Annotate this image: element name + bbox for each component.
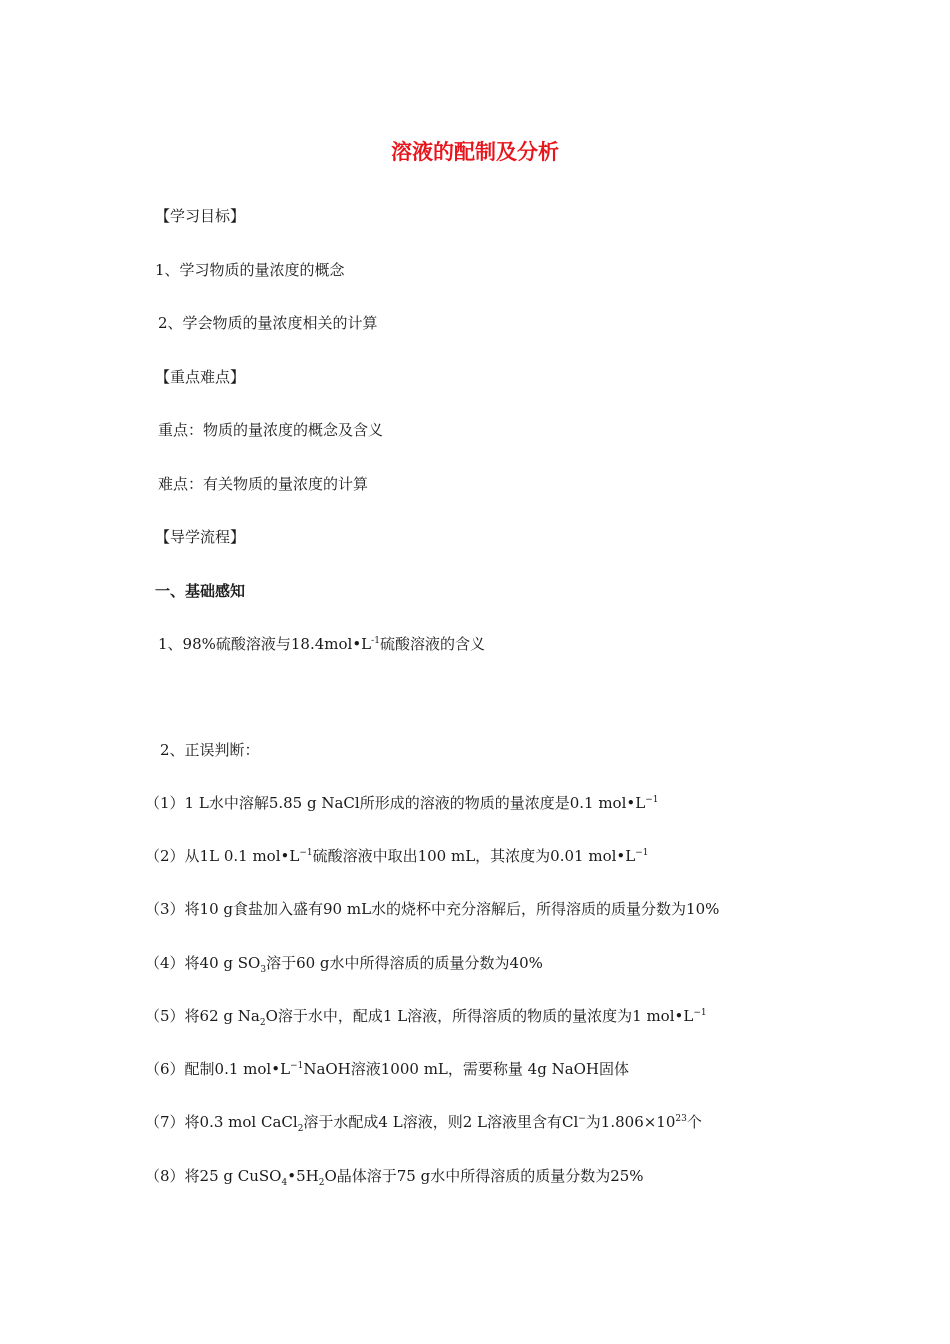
item-7-text-c: 为1.806×10 (585, 1113, 676, 1131)
item-5-sup: −1 (693, 1008, 707, 1018)
item-5-text-a: （5）将62 g Na (145, 1007, 260, 1025)
part-one-heading: 一、基础感知 (155, 582, 246, 600)
item-8-text-a: （8）将25 g CuSO (145, 1167, 282, 1185)
question-1-sup: -1 (371, 636, 380, 646)
item-2-sup-2: −1 (635, 848, 649, 858)
item-6-text-a: （6）配制0.1 mol•L (145, 1060, 291, 1078)
item-6-sup: −1 (290, 1061, 304, 1071)
judgment-item-4 (145, 953, 543, 973)
item-7-text-d: 个 (686, 1113, 702, 1131)
item-1-text: （1）1 L水中溶解5.85 g NaCl所形成的溶液的物质的量浓度是0.1 mol•L (145, 794, 646, 812)
item-8-text-c: O晶体溶于75 g水中所得溶质的质量分数为25% (324, 1167, 644, 1185)
key-header: 【重点难点】 (155, 368, 246, 386)
item-6-text-b: NaOH溶液1000 mL，需要称量 4g NaOH固体 (303, 1060, 630, 1078)
item-2-sup-1: −1 (299, 848, 313, 858)
judgment-item-7 (145, 1112, 702, 1132)
question-1-text-b: 硫酸溶液的含义 (379, 635, 485, 653)
item-4-text-b: 溶于60 g水中所得溶质的质量分数为40% (266, 954, 543, 972)
judgment-item-5 (145, 1006, 707, 1026)
key-point: 重点：物质的量浓度的概念及含义 (158, 421, 384, 439)
flow-header: 【导学流程】 (155, 528, 246, 546)
page-title: 溶液的配制及分析 (391, 140, 559, 164)
goal-1: 1、学习物质的量浓度的概念 (155, 261, 345, 279)
item-5-text-b: O溶于水中，配成1 L溶液，所得溶质的物质的量浓度为1 mol•L (265, 1007, 694, 1025)
goal-2: 2、学会物质的量浓度相关的计算 (158, 314, 378, 332)
goals-header: 【学习目标】 (155, 207, 246, 225)
item-7-sup-1: − (578, 1114, 586, 1124)
item-7-text-a: （7）将0.3 mol CaCl (145, 1113, 298, 1131)
item-7-text-b: 溶于水配成4 L溶液，则2 L溶液里含有Cl (303, 1113, 579, 1131)
question-2-header: 2、正误判断： (160, 741, 260, 759)
item-8-text-b: •5H (287, 1167, 319, 1185)
judgment-item-8 (145, 1166, 644, 1186)
item-2-text-a: （2）从1L 0.1 mol•L (145, 847, 300, 865)
judgment-item-3 (145, 899, 719, 919)
item-7-sup-2: 23 (675, 1114, 687, 1124)
difficult-point: 难点：有关物质的量浓度的计算 (158, 475, 369, 493)
item-8-sub-1: 4 (281, 1178, 288, 1188)
question-1 (158, 634, 485, 654)
item-7-sub: 2 (297, 1124, 304, 1134)
item-4-text-a: （4）将40 g SO (145, 954, 261, 972)
judgment-item-6 (145, 1059, 629, 1079)
question-1-text-a: 1、98%硫酸溶液与18.4mol•L (158, 635, 372, 653)
judgment-item-1 (145, 793, 658, 813)
item-5-sub: 2 (259, 1018, 266, 1028)
item-8-sub-2: 2 (318, 1178, 325, 1188)
item-4-sub: 3 (260, 965, 267, 975)
item-2-text-b: 硫酸溶液中取出100 mL，其浓度为0.01 mol•L (312, 847, 636, 865)
judgment-item-2 (145, 846, 649, 866)
item-3-text: （3）将10 g食盐加入盛有90 mL水的烧杯中充分溶解后，所得溶质的质量分数为10% (145, 900, 720, 918)
item-1-sup: −1 (645, 795, 659, 805)
